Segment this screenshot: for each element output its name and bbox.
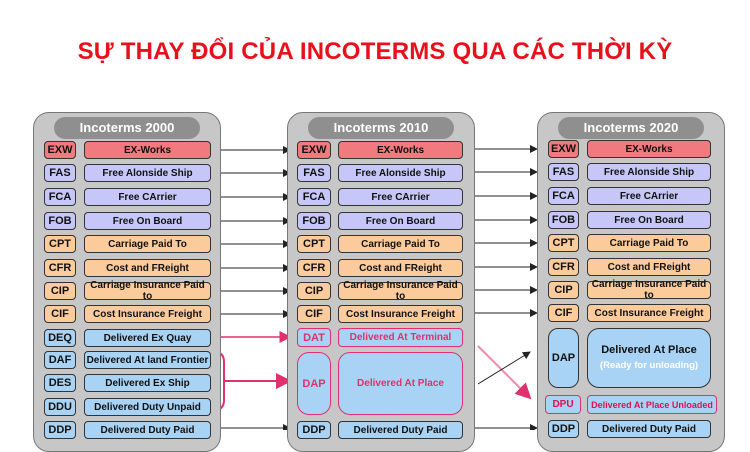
term-cfr: Cost and FReight <box>84 259 211 277</box>
code-cip: CIP <box>548 281 579 299</box>
code-deq: DEQ <box>44 329 76 347</box>
term-dap <box>587 328 711 388</box>
page-title: SỰ THAY ĐỔI CỦA INCOTERMS QUA CÁC THỜI KỲ <box>77 38 673 65</box>
code-fas: FAS <box>44 164 76 182</box>
code-dat: DAT <box>297 328 331 347</box>
code-fob: FOB <box>548 211 579 229</box>
term-exw: EX-Works <box>587 140 711 158</box>
term-exw: EX-Works <box>84 141 211 159</box>
code-ddu: DDU <box>44 398 76 416</box>
term-ddp: Delivered Duty Paid <box>338 421 463 439</box>
term-ddp: Delivered Duty Paid <box>84 421 211 439</box>
code-fca: FCA <box>44 188 76 206</box>
code-dap: DAP <box>548 328 579 388</box>
dap-to-dap-arrow <box>478 352 530 384</box>
code-cpt: CPT <box>548 234 579 252</box>
term-cif: Cost Insurance Freight <box>338 305 463 323</box>
term-fob: Free On Board <box>587 211 711 229</box>
term-daf: Delivered At land Frontier <box>84 351 211 369</box>
column-heading: Incoterms 2000 <box>54 117 200 139</box>
term-deq: Delivered Ex Quay <box>84 329 211 347</box>
code-cpt: CPT <box>44 235 76 253</box>
term-cip: Carriage Insurance Paid to <box>84 282 211 300</box>
term-cfr: Cost and FReight <box>587 258 711 276</box>
code-cip: CIP <box>297 282 331 300</box>
code-cpt: CPT <box>297 235 331 253</box>
code-cif: CIF <box>548 304 579 322</box>
term-dap: Delivered At Place <box>338 352 463 415</box>
column-heading: Incoterms 2010 <box>308 117 454 139</box>
term-fas: Free Alonside Ship <box>84 164 211 182</box>
code-exw: EXW <box>44 141 76 159</box>
term-cip: Carriage Insurance Paid to <box>587 281 711 299</box>
code-fas: FAS <box>548 163 579 181</box>
term-cip: Carriage Insurance Paid to <box>338 282 463 300</box>
term-cif: Cost Insurance Freight <box>587 304 711 322</box>
term-dpu: Delivered At Place Unloaded <box>587 395 717 414</box>
code-cif: CIF <box>297 305 331 323</box>
code-fob: FOB <box>297 212 331 230</box>
term-fca: Free CArrier <box>587 187 711 205</box>
code-ddp: DDP <box>548 420 579 438</box>
code-ddp: DDP <box>297 421 331 439</box>
code-cif: CIF <box>44 305 76 323</box>
code-daf: DAF <box>44 351 76 369</box>
term-cpt: Carriage Paid To <box>84 235 211 253</box>
term-fca: Free CArrier <box>84 188 211 206</box>
term-des: Delivered Ex Ship <box>84 374 211 392</box>
code-exw: EXW <box>548 140 579 158</box>
column-heading: Incoterms 2020 <box>558 117 704 139</box>
term-exw: EX-Works <box>338 141 463 159</box>
code-cfr: CFR <box>297 259 331 277</box>
term-ddu: Delivered Duty Unpaid <box>84 398 211 416</box>
code-ddp: DDP <box>44 421 76 439</box>
term-fas: Free Alonside Ship <box>338 164 463 182</box>
code-fca: FCA <box>548 187 579 205</box>
term-cfr: Cost and FReight <box>338 259 463 277</box>
code-fob: FOB <box>44 212 76 230</box>
code-des: DES <box>44 374 76 392</box>
code-fca: FCA <box>297 188 331 206</box>
code-exw: EXW <box>297 141 331 159</box>
code-cip: CIP <box>44 282 76 300</box>
dat-to-dpu-arrow <box>478 346 530 398</box>
term-cif: Cost Insurance Freight <box>84 305 211 323</box>
code-dpu: DPU <box>545 395 581 414</box>
term-cpt: Carriage Paid To <box>338 235 463 253</box>
code-cfr: CFR <box>548 258 579 276</box>
term-cpt: Carriage Paid To <box>587 234 711 252</box>
term-dat: Delivered At Terminal <box>338 328 463 347</box>
term-fob: Free On Board <box>84 212 211 230</box>
term-fca: Free CArrier <box>338 188 463 206</box>
code-fas: FAS <box>297 164 331 182</box>
term-fas: Free Alonside Ship <box>587 163 711 181</box>
term-dap-note: (Ready for unloading) <box>599 360 699 371</box>
term-ddp: Delivered Duty Paid <box>587 420 711 438</box>
term-fob: Free On Board <box>338 212 463 230</box>
code-dap: DAP <box>297 352 331 415</box>
code-cfr: CFR <box>44 259 76 277</box>
term-dap-label: Delivered At Place <box>601 344 697 356</box>
